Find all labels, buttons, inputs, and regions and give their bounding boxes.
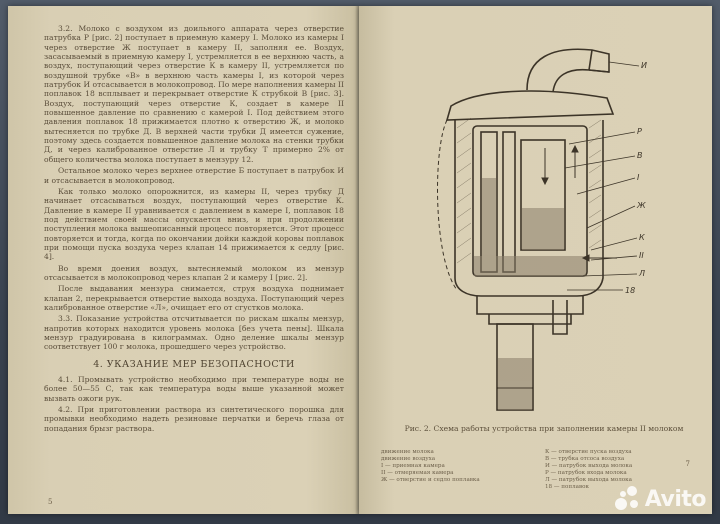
page-number: 5 (48, 498, 53, 506)
right-page (359, 6, 712, 514)
label-calibrated-hole: Л (639, 269, 646, 278)
avito-logo-icon (615, 486, 641, 512)
legend-item: движение молока (381, 449, 434, 455)
legend-item: II — отмеряемая камера (381, 470, 454, 476)
legend-item: К — отверстие пуска воздуха (545, 449, 632, 455)
label-inlet: Р (637, 127, 642, 136)
legend-column-right (545, 449, 632, 491)
label-air-tube: В (637, 151, 643, 160)
label-air-hole: К (639, 233, 645, 242)
legend-item: движение воздуха (381, 456, 436, 462)
tube-t (503, 132, 515, 272)
valve (553, 300, 567, 334)
paragraph: 3.2. Молоко с воздухом из доильного аппарата через отверстие патрубка Р [рис. 2] поступает в приемную камеру I. Молоко из камеры I через отверстие Ж поступает в камеру II, заполняя ее. Воздух, засасываемый в приемную камеру I, устремляется в ее верхнюю часть, а воздух, поступающий через отверстие К в камеру II, устремляется по воздушной трубке «В» в верхнюю часть камеры I, из которой через патрубок И отсасывается в молокопровод. По мере наполнения камеры II поплавок 18 всплывает и перекрывает отверстие К струбкой В [рис. 3]. Воздух, поступающий через отверстие К, создает в камере II повышенное давление по сравнению с камерой I. Под действием этого давления поплавок 18 прижимается плотно к отверстию Ж, и молоко вытесняется по трубке Д. В верхней части трубки Д имеется сужение, поэтому здесь создается повышенное давление молока на стенки трубки Д, и через калиброванное отверстие Л и трубку Т примерно 2% от общего количества молока поступает в мензуру 12. (44, 24, 344, 164)
paragraph: 3.3. Показание устройства отсчитывается по рискам шкалы мензур, напротив которых находится уровень молока [без учета пены]. Шкала мензур градуирована в килограммах. Одно деление шкалы мензур соответствует 100 г молока, прошедшего через устройство. (44, 314, 344, 352)
safety-paragraph: 4.2. При приготовлении раствора из синтетического порошка для промывки необходимо надеть резиновые перчатки и беречь глаза от попадания брызг раствора. (44, 405, 344, 433)
page-number: 7 (685, 460, 690, 468)
avito-watermark (615, 486, 706, 512)
label-chamber-2: II (639, 251, 644, 260)
paragraph: Во время доения воздух, вытесняемый молоком из мензур отсасывается в молокопровод через клапан 2 и камеру I [рис. 2]. (44, 263, 344, 282)
paragraph: Как только молоко опорожнится, из камеры II, через трубку Д начинает отсасываться воздух, поступающий через отверстие К. Давление в камере II уравнивается с давлением в камере I, поплавок 18 под действием своей массы опускается вниз, и при продолжении поступления молока вышеописанный процесс повторяется. Этот процесс повторяется и тогда, когда по окончании дойки каждой коровы поплавок при помощи пуска воздуха через клапан 14 прижимается к седлу [рис. 4]. (44, 186, 344, 262)
paragraph: После выдавания мензура снимается, струя воздуха поднимает клапан 2, перекрывается отверстие выхода воздуха. Поступающий через калиброванное отверстие «Л», очищает его от сгустков молока. (44, 284, 344, 312)
section-heading: 4. УКАЗАНИЕ МЕР БЕЗОПАСНОСТИ (93, 358, 295, 370)
legend-item: Ж — отверстие и седло поплавка (381, 477, 480, 483)
legend-item: 18 — поплавок (545, 484, 589, 490)
left-page-text (44, 24, 344, 433)
legend-item: I — приемная камера (381, 463, 445, 469)
legend-column-left (381, 449, 480, 484)
legend-item: Р — патрубок входа молока (545, 470, 627, 476)
legend-item: Л — патрубок выхода молока (545, 477, 633, 483)
safety-paragraph: 4.1. Промывать устройство необходимо при температуре воды не более 50—55 С, так как температура воды выше указанной может вызвать ожоги рук. (44, 375, 344, 403)
figure-caption: Рис. 2. Схема работы устройства при заполнении камеры II молоком (404, 424, 684, 433)
label-float: 18 (625, 286, 636, 295)
label-chamber-1: I (637, 173, 640, 182)
legend-item: В — трубка отсоса воздуха (545, 456, 625, 462)
label-float-seat: Ж (637, 201, 646, 210)
lid (447, 91, 613, 120)
left-page (8, 6, 359, 514)
legend-item: И — патрубок выхода молока (545, 463, 633, 469)
device-diagram (377, 28, 697, 418)
label-outlet: И (641, 61, 647, 70)
watermark-text: Avito (644, 486, 706, 512)
paragraph: Остальное молоко через верхнее отверстие Б поступает в патрубок И и отсасывается в молокопровод. (44, 166, 344, 185)
